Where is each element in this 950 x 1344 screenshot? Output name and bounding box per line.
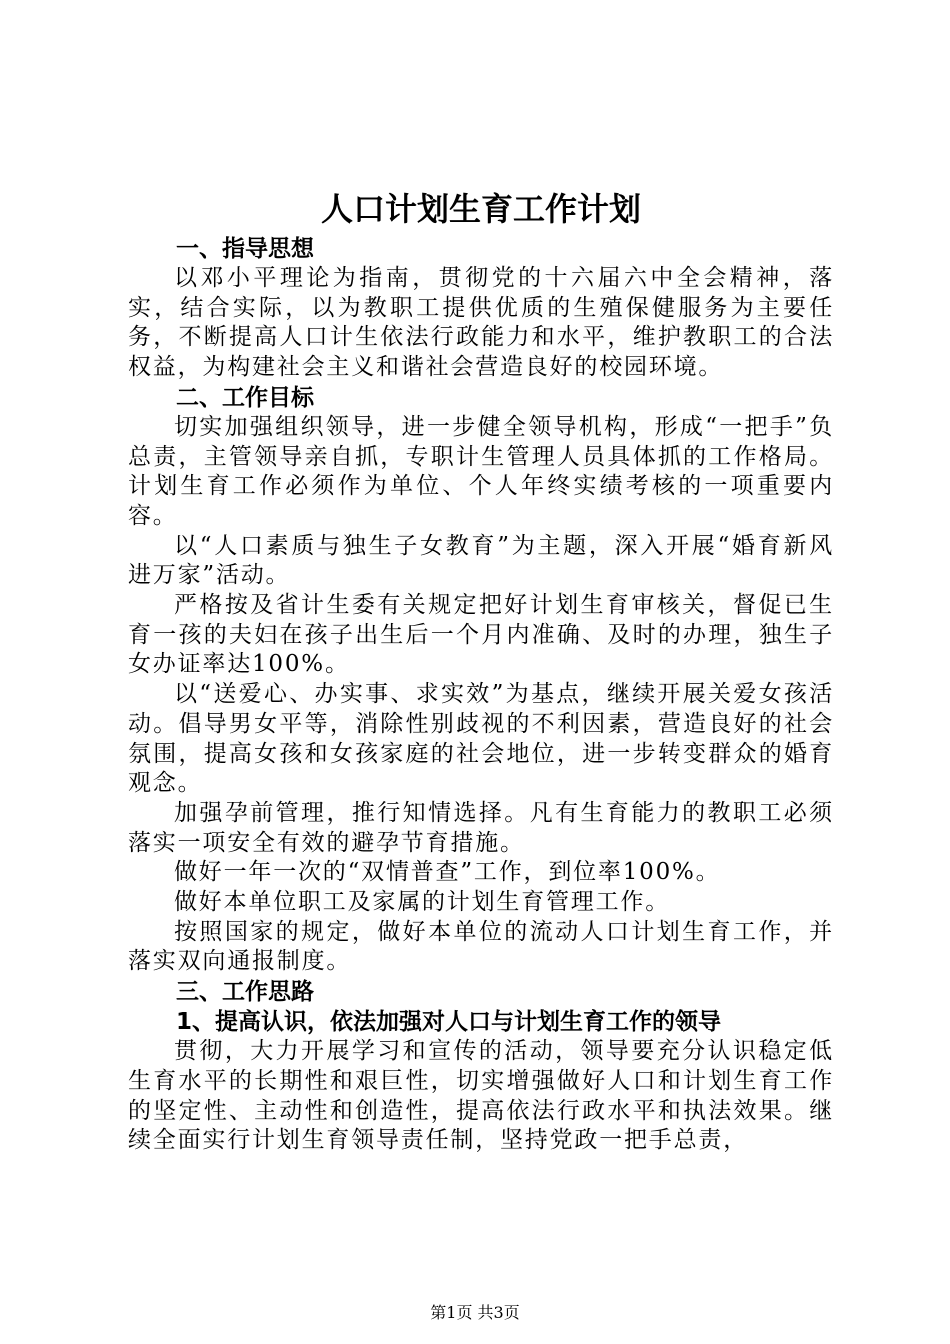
paragraph: 贯彻，大力开展学习和宣传的活动，领导要充分认识稳定低生育水平的长期性和艰巨性，切实增强做好人口和计划生育工作的坚定性、主动性和创造性，提高依法行政水平和执法效果。继续全面实行计划生育领导责任制，坚持党政一把手总责， [128, 1038, 834, 1154]
paragraph: 做好本单位职工及家属的计划生育管理工作。 [174, 889, 670, 916]
paragraph: 以“人口素质与独生子女教育”为主题，深入开展“婚育新风进万家”活动。 [128, 532, 834, 589]
paragraph: 加强孕前管理，推行知情选择。凡有生育能力的教职工必须落实一项安全有效的避孕节育措施。 [128, 799, 834, 856]
paragraph: 严格按及省计生委有关规定把好计划生育审核关，督促已生育一孩的夫妇在孩子出生后一个月内准确、及时的办理，独生子女办证率达100%。 [128, 592, 834, 678]
document-title: 人口计划生育工作计划 [320, 190, 641, 228]
document-page [128, 186, 834, 1156]
paragraph: 切实加强组织领导，进一步健全领导机构，形成“一把手”负总责，主管领导亲自抓，专职计生管理人员具体抓的工作格局。计划生育工作必须作为单位、个人年终实绩考核的一项重要内容。 [128, 413, 834, 529]
section-heading: 二、工作目标 [176, 384, 314, 411]
paragraph: 做好一年一次的“双情普查”工作，到位率100%。 [174, 859, 721, 886]
section-heading: 三、工作思路 [176, 979, 314, 1006]
paragraph: 按照国家的规定，做好本单位的流动人口计划生育工作，并落实双向通报制度。 [128, 918, 834, 975]
paragraph: 以邓小平理论为指南，贯彻党的十六届六中全会精神，落实，结合实际，以为教职工提供优质的生殖保健服务为主要任务，不断提高人口计生依法行政能力和水平，维护教职工的合法权益，为构建社会主义和谐社会营造良好的校园环境。 [128, 265, 834, 381]
paragraph: 以“送爱心、办实事、求实效”为基点，继续开展关爱女孩活动。倡导男女平等，消除性别歧视的不利因素，营造良好的社会氛围，提高女孩和女孩家庭的社会地位，进一步转变群众的婚育观念。 [128, 681, 834, 797]
subsection-heading: 1、提高认识，依法加强对人口与计划生育工作的领导 [176, 1009, 722, 1036]
section-heading: 一、指导思想 [176, 236, 314, 262]
page-footer: 第1页 共3页 [430, 1303, 520, 1322]
